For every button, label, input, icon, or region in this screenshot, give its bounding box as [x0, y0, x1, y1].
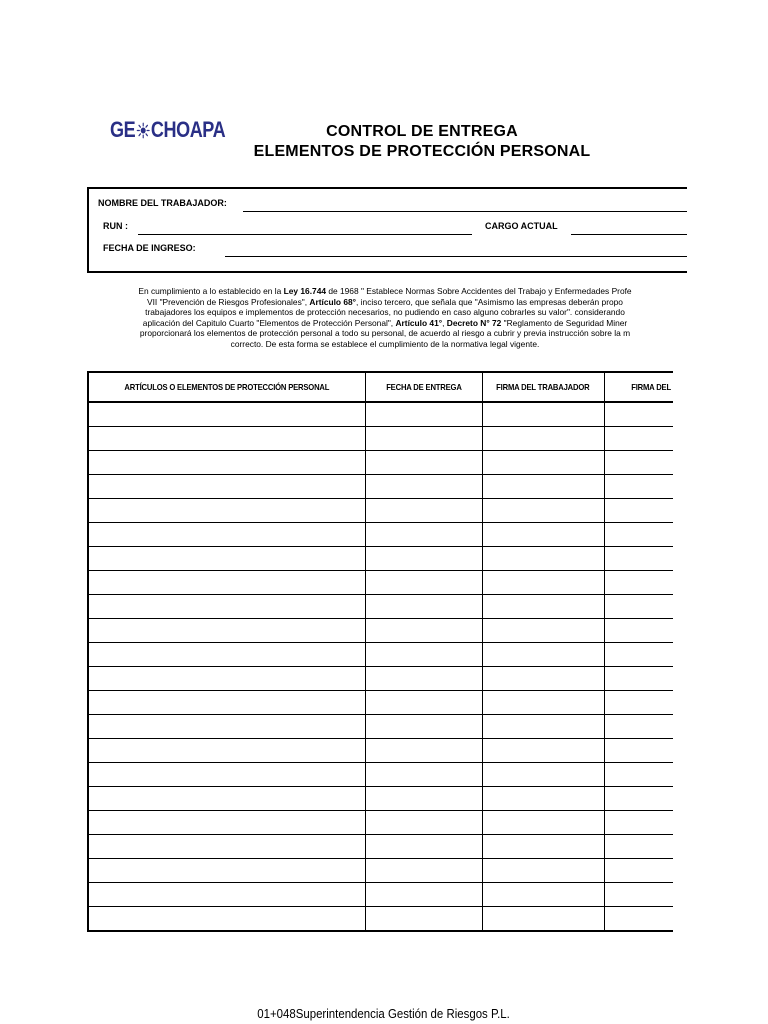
- cell-fecha[interactable]: [365, 667, 482, 691]
- run-field[interactable]: [138, 234, 472, 235]
- sun-icon: [136, 122, 150, 139]
- cell-fecha[interactable]: [365, 835, 482, 859]
- table-row: [88, 883, 673, 907]
- table-row: [88, 427, 673, 451]
- cell-articulo[interactable]: [88, 571, 365, 595]
- table-row: [88, 739, 673, 763]
- cell-fecha[interactable]: [365, 523, 482, 547]
- cell-firma-trabajador[interactable]: [482, 451, 604, 475]
- cell-firma-trabajador[interactable]: [482, 787, 604, 811]
- cell-firma-del[interactable]: [604, 402, 673, 427]
- cell-firma-trabajador[interactable]: [482, 691, 604, 715]
- cell-articulo[interactable]: [88, 715, 365, 739]
- table-row: [88, 835, 673, 859]
- logo-text-right: CHOAPA: [150, 117, 226, 142]
- cell-firma-del[interactable]: [604, 787, 673, 811]
- cell-firma-trabajador[interactable]: [482, 907, 604, 932]
- table-row: [88, 619, 673, 643]
- table-row: [88, 595, 673, 619]
- header-fecha-entrega: FECHA DE ENTREGA: [365, 372, 482, 402]
- cell-fecha[interactable]: [365, 619, 482, 643]
- cell-firma-trabajador[interactable]: [482, 402, 604, 427]
- worker-name-label: NOMBRE DEL TRABAJADOR:: [98, 198, 227, 208]
- paragraph-line: correcto. De esta forma se establece el cumplimiento de la normativa legal vigente.: [230, 338, 540, 349]
- cell-firma-trabajador[interactable]: [482, 595, 604, 619]
- table-row: [88, 499, 673, 523]
- header-firma-trabajador: FIRMA DEL TRABAJADOR: [482, 372, 604, 402]
- table-row: [88, 715, 673, 739]
- paragraph-line: proporcionará los elementos de protección personal a todo su personal, de acuerdo al riesgo a cubrir y previa instrucción sobre la m: [139, 328, 631, 339]
- page-title-line2: ELEMENTOS DE PROTECCIÓN PERSONAL: [253, 143, 591, 160]
- cell-firma-del[interactable]: [604, 427, 673, 451]
- cell-fecha[interactable]: [365, 499, 482, 523]
- cell-firma-trabajador[interactable]: [482, 499, 604, 523]
- cell-firma-trabajador[interactable]: [482, 547, 604, 571]
- cell-firma-trabajador[interactable]: [482, 643, 604, 667]
- cell-fecha[interactable]: [365, 451, 482, 475]
- cell-articulo[interactable]: [88, 667, 365, 691]
- cell-firma-trabajador[interactable]: [482, 571, 604, 595]
- cell-firma-trabajador[interactable]: [482, 739, 604, 763]
- cell-firma-trabajador[interactable]: [482, 667, 604, 691]
- cell-articulo[interactable]: [88, 499, 365, 523]
- table-row: [88, 787, 673, 811]
- cell-firma-trabajador[interactable]: [482, 859, 604, 883]
- cell-firma-trabajador[interactable]: [482, 523, 604, 547]
- cell-firma-del[interactable]: [604, 883, 673, 907]
- cell-fecha[interactable]: [365, 739, 482, 763]
- cell-fecha[interactable]: [365, 595, 482, 619]
- cell-firma-del[interactable]: [604, 811, 673, 835]
- cell-fecha[interactable]: [365, 907, 482, 932]
- cell-fecha[interactable]: [365, 427, 482, 451]
- cell-firma-del[interactable]: [604, 547, 673, 571]
- run-label: RUN :: [103, 221, 128, 231]
- cell-fecha[interactable]: [365, 402, 482, 427]
- fecha-ingreso-label: FECHA DE INGRESO:: [103, 243, 196, 253]
- cell-firma-del[interactable]: [604, 475, 673, 499]
- cell-articulo[interactable]: [88, 427, 365, 451]
- cargo-label: CARGO ACTUAL: [485, 221, 558, 231]
- table-row: [88, 643, 673, 667]
- cell-articulo[interactable]: [88, 475, 365, 499]
- cell-articulo[interactable]: [88, 763, 365, 787]
- cell-firma-trabajador[interactable]: [482, 715, 604, 739]
- cell-fecha[interactable]: [365, 859, 482, 883]
- table-row: [88, 402, 673, 427]
- table-row: [88, 523, 673, 547]
- cell-articulo[interactable]: [88, 402, 365, 427]
- cell-firma-trabajador[interactable]: [482, 475, 604, 499]
- cell-firma-trabajador[interactable]: [482, 811, 604, 835]
- cell-fecha[interactable]: [365, 883, 482, 907]
- worker-name-field[interactable]: [243, 211, 687, 212]
- cell-articulo[interactable]: [88, 907, 365, 932]
- table-row: [88, 475, 673, 499]
- table-row: [88, 691, 673, 715]
- cargo-field[interactable]: [571, 234, 687, 235]
- header-firma-del: FIRMA DEL: [604, 372, 673, 402]
- cell-articulo[interactable]: [88, 547, 365, 571]
- cell-firma-trabajador[interactable]: [482, 835, 604, 859]
- table-body: [88, 402, 673, 931]
- cell-firma-del[interactable]: [604, 715, 673, 739]
- page-title-line1: CONTROL DE ENTREGA: [326, 123, 518, 140]
- table-row: [88, 571, 673, 595]
- table-row: [88, 907, 673, 932]
- cell-firma-del[interactable]: [604, 571, 673, 595]
- cell-articulo[interactable]: [88, 619, 365, 643]
- worker-info-box: [87, 187, 687, 273]
- cell-fecha[interactable]: [365, 571, 482, 595]
- cell-articulo[interactable]: [88, 739, 365, 763]
- cell-fecha[interactable]: [365, 715, 482, 739]
- cell-fecha[interactable]: [365, 547, 482, 571]
- cell-fecha[interactable]: [365, 475, 482, 499]
- delivery-table: [87, 371, 673, 932]
- table-row: [88, 547, 673, 571]
- header-articulos: ARTÍCULOS O ELEMENTOS DE PROTECCIÓN PERSONAL: [88, 372, 365, 402]
- cell-firma-del[interactable]: [604, 667, 673, 691]
- cell-fecha[interactable]: [365, 811, 482, 835]
- cell-firma-trabajador[interactable]: [482, 619, 604, 643]
- cell-firma-del[interactable]: [604, 691, 673, 715]
- cell-fecha[interactable]: [365, 763, 482, 787]
- cell-articulo[interactable]: [88, 691, 365, 715]
- table-row: [88, 811, 673, 835]
- footer-text: 01+048Superintendencia Gestión de Riesgos P.L.: [257, 1006, 511, 1021]
- cell-articulo[interactable]: [88, 883, 365, 907]
- cell-firma-trabajador[interactable]: [482, 883, 604, 907]
- cell-firma-del[interactable]: [604, 643, 673, 667]
- cell-firma-del[interactable]: [604, 859, 673, 883]
- cell-firma-trabajador[interactable]: [482, 763, 604, 787]
- table-row: [88, 451, 673, 475]
- cell-firma-del[interactable]: [604, 523, 673, 547]
- cell-articulo[interactable]: [88, 595, 365, 619]
- cell-fecha[interactable]: [365, 787, 482, 811]
- cell-fecha[interactable]: [365, 691, 482, 715]
- fecha-ingreso-field[interactable]: [225, 256, 687, 257]
- table-row: [88, 667, 673, 691]
- table-row: [88, 859, 673, 883]
- logo-text-left: GE: [110, 117, 136, 142]
- cell-firma-del[interactable]: [604, 619, 673, 643]
- paragraph-line: En cumplimiento a lo establecido en la Ley 16.744 de 1968 " Establece Normas Sobre Accidentes del Trabajo y Enfermedades Profe: [138, 286, 632, 296]
- cell-firma-del[interactable]: [604, 595, 673, 619]
- cell-articulo[interactable]: [88, 835, 365, 859]
- cell-articulo[interactable]: [88, 451, 365, 475]
- cell-firma-del[interactable]: [604, 451, 673, 475]
- cell-articulo[interactable]: [88, 643, 365, 667]
- legal-paragraph: [90, 286, 680, 350]
- cell-firma-trabajador[interactable]: [482, 427, 604, 451]
- cell-firma-del[interactable]: [604, 499, 673, 523]
- cell-articulo[interactable]: [88, 787, 365, 811]
- cell-articulo[interactable]: [88, 811, 365, 835]
- paragraph-line: aplicación del Capitulo Cuarto "Elementos de Protección Personal", Artículo 41°, Decreto N° 72 "Reglamento de Seguridad Miner: [142, 317, 628, 328]
- cell-articulo[interactable]: [88, 859, 365, 883]
- cell-articulo[interactable]: [88, 523, 365, 547]
- table-row: [88, 763, 673, 787]
- cell-fecha[interactable]: [365, 643, 482, 667]
- paragraph-line: trabajadores los equipos e implementos de protección necesarios, no pudiendo en caso alguno cobrarles su valor". considerando: [145, 307, 625, 318]
- cell-firma-del[interactable]: [604, 907, 673, 932]
- cell-firma-del[interactable]: [604, 835, 673, 859]
- table-header-row: [88, 372, 673, 402]
- paragraph-line: VII "Prevención de Riesgos Profesionales", Artículo 68°, inciso tercero, que señala que "Asimismo las empresas deberán propo: [147, 296, 623, 307]
- cell-firma-del[interactable]: [604, 763, 673, 787]
- cell-firma-del[interactable]: [604, 739, 673, 763]
